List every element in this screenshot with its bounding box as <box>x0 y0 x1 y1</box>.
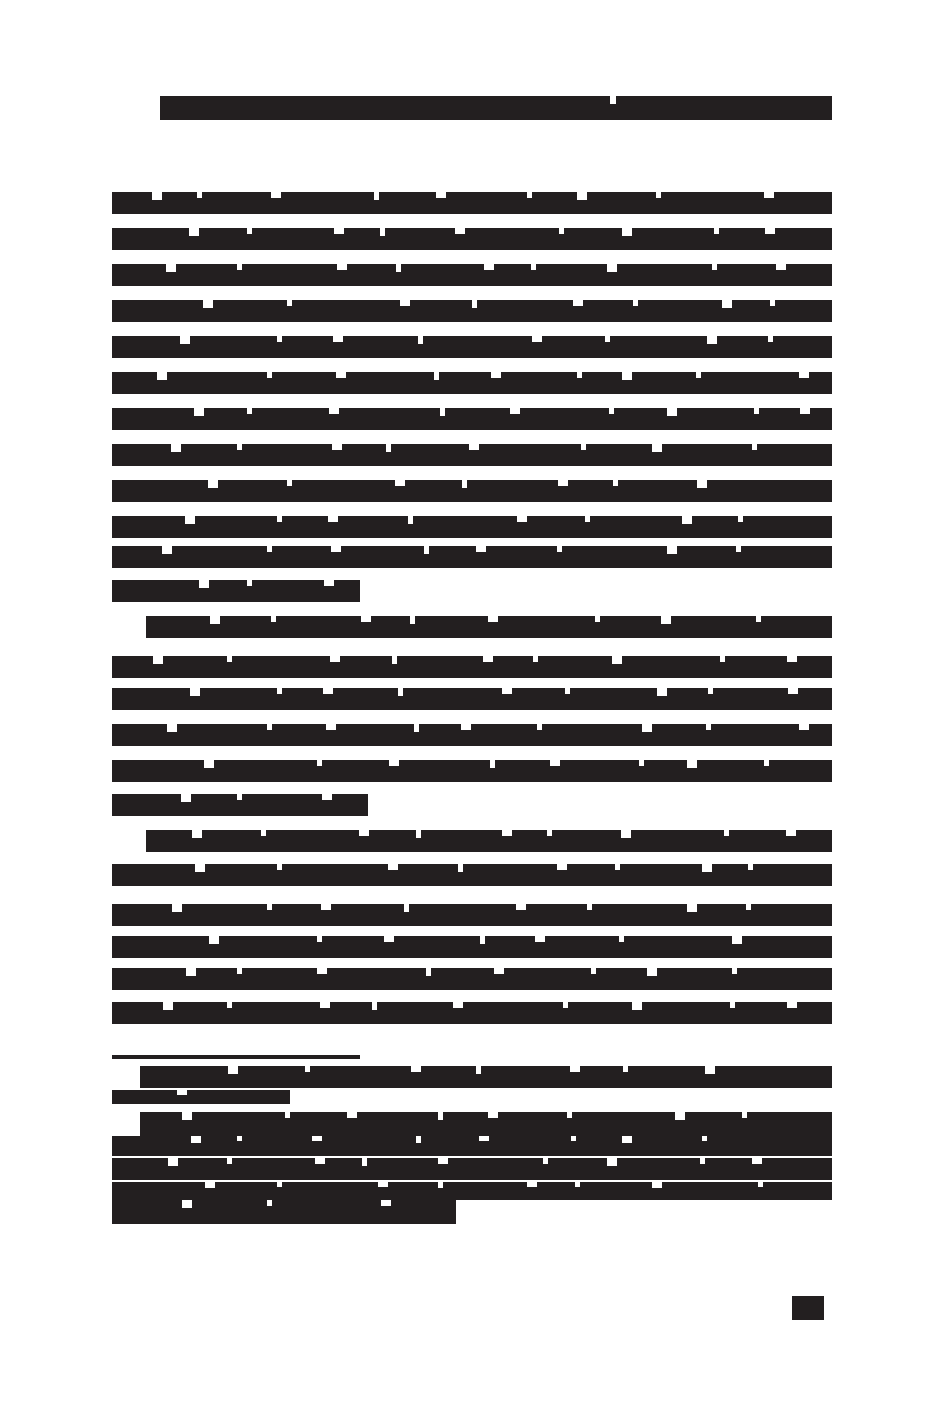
word-gap <box>426 968 431 976</box>
word-gap <box>557 864 567 870</box>
word-gap <box>388 864 398 870</box>
word-gap <box>622 372 632 380</box>
word-gap <box>416 1136 421 1143</box>
word-gap <box>469 444 479 450</box>
word-gap <box>411 1066 421 1072</box>
word-gap <box>647 968 657 976</box>
word-gap <box>271 616 276 622</box>
word-gap <box>237 968 242 974</box>
word-gap <box>571 1136 576 1141</box>
word-gap <box>267 1200 272 1206</box>
word-gap <box>400 300 410 306</box>
word-gap <box>558 480 568 486</box>
word-gap <box>182 1200 192 1208</box>
word-gap <box>754 408 759 414</box>
word-gap <box>361 616 371 622</box>
word-gap <box>532 336 542 342</box>
footnote-line <box>112 1136 832 1156</box>
word-gap <box>434 372 439 380</box>
footnote-line <box>112 1182 832 1200</box>
body-line-last <box>112 794 368 816</box>
word-gap <box>559 228 564 234</box>
word-gap <box>396 264 401 272</box>
word-gap <box>573 300 583 306</box>
word-gap <box>438 1158 448 1164</box>
body-line <box>112 904 832 926</box>
word-gap <box>180 336 190 344</box>
word-gap <box>738 516 743 522</box>
word-gap <box>483 656 493 662</box>
word-gap <box>395 480 405 486</box>
body-line <box>112 480 832 502</box>
word-gap <box>227 656 232 662</box>
word-gap <box>168 1158 178 1166</box>
word-gap <box>479 1136 489 1141</box>
word-gap <box>237 444 242 450</box>
word-gap <box>476 1066 481 1074</box>
word-gap <box>557 546 562 552</box>
word-gap <box>639 760 644 766</box>
word-gap <box>267 546 272 552</box>
word-gap <box>330 656 340 662</box>
word-gap <box>476 546 486 552</box>
word-gap <box>190 688 200 696</box>
body-line <box>112 192 832 214</box>
word-gap <box>748 864 753 870</box>
word-gap <box>537 724 542 730</box>
word-gap <box>788 688 798 694</box>
word-gap <box>675 1112 685 1120</box>
word-gap <box>613 480 618 486</box>
word-gap <box>285 1112 290 1118</box>
word-gap <box>480 936 485 944</box>
word-gap <box>192 830 202 838</box>
word-gap <box>570 1066 580 1072</box>
word-gap <box>287 300 292 306</box>
body-line <box>112 372 832 394</box>
word-gap <box>384 936 394 942</box>
word-gap <box>746 904 751 910</box>
word-gap <box>696 372 701 378</box>
word-gap <box>323 688 333 694</box>
word-gap <box>267 372 272 378</box>
word-gap <box>577 372 582 378</box>
word-gap <box>708 688 713 694</box>
word-gap <box>326 724 336 730</box>
word-gap <box>531 264 536 270</box>
word-gap <box>609 408 614 414</box>
word-gap <box>210 616 220 624</box>
word-gap <box>563 1002 568 1008</box>
word-gap <box>707 336 717 344</box>
word-gap <box>362 1158 367 1166</box>
word-gap <box>287 480 292 486</box>
word-gap <box>416 830 421 838</box>
word-gap <box>408 516 413 524</box>
footnote-line-first <box>140 1112 832 1136</box>
word-gap <box>581 444 586 450</box>
word-gap <box>337 264 347 270</box>
word-gap <box>722 300 732 308</box>
word-gap <box>157 372 167 380</box>
word-gap <box>587 904 592 910</box>
word-gap <box>527 1182 537 1187</box>
word-gap <box>261 830 266 836</box>
word-gap <box>182 1112 192 1120</box>
word-gap <box>682 516 692 524</box>
word-gap <box>331 546 341 552</box>
word-gap <box>765 228 775 234</box>
word-gap <box>378 1182 388 1187</box>
word-gap <box>374 192 379 200</box>
word-gap <box>736 546 741 552</box>
body-line <box>112 864 832 886</box>
word-gap <box>380 228 385 236</box>
word-gap <box>667 408 677 416</box>
word-gap <box>516 904 526 910</box>
word-gap <box>228 1066 238 1074</box>
word-gap <box>502 830 512 836</box>
word-gap <box>197 192 202 198</box>
word-gap <box>317 936 322 942</box>
running-head <box>160 96 832 120</box>
word-gap <box>605 336 610 342</box>
word-gap <box>633 300 638 306</box>
word-gap <box>764 760 769 766</box>
word-gap <box>661 616 671 624</box>
running-head-notch <box>610 96 616 104</box>
word-gap <box>359 830 369 836</box>
word-gap <box>404 904 409 912</box>
word-gap <box>702 864 712 872</box>
word-gap <box>575 1182 580 1187</box>
word-gap <box>271 192 281 198</box>
word-gap <box>381 1200 391 1206</box>
word-gap <box>543 1158 548 1164</box>
word-gap <box>329 408 339 414</box>
footnote-separator <box>112 1055 360 1059</box>
word-gap <box>458 864 463 872</box>
word-gap <box>438 1182 443 1188</box>
word-gap <box>619 936 624 942</box>
word-gap <box>622 228 632 236</box>
word-gap <box>591 968 596 974</box>
body-line-first-indented <box>146 616 832 638</box>
word-gap <box>720 656 725 662</box>
word-gap <box>705 1066 715 1074</box>
word-gap <box>595 616 600 622</box>
word-gap <box>657 688 667 696</box>
word-gap <box>386 444 391 452</box>
word-gap <box>577 192 587 200</box>
word-gap <box>756 616 761 622</box>
word-gap <box>461 724 471 730</box>
word-gap <box>702 1136 707 1141</box>
word-gap <box>247 408 252 414</box>
word-gap <box>186 968 196 976</box>
word-gap <box>752 444 757 450</box>
word-gap <box>227 1002 232 1008</box>
word-gap <box>334 228 344 234</box>
word-gap <box>799 724 809 730</box>
word-gap <box>787 1002 797 1008</box>
body-line <box>112 1002 832 1024</box>
word-gap <box>317 968 327 974</box>
word-gap <box>204 760 214 768</box>
word-gap <box>607 264 617 272</box>
word-gap <box>277 688 282 694</box>
body-line-last <box>112 580 360 602</box>
word-gap <box>714 228 719 234</box>
word-gap <box>277 336 282 342</box>
body-line <box>112 688 832 710</box>
word-gap <box>328 516 338 522</box>
word-gap <box>440 408 445 416</box>
word-gap <box>172 904 182 912</box>
word-gap <box>398 688 403 696</box>
word-gap <box>181 794 191 802</box>
word-gap <box>410 616 415 624</box>
word-gap <box>267 904 272 910</box>
word-gap <box>712 264 717 270</box>
word-gap <box>800 408 810 414</box>
word-gap <box>162 546 172 554</box>
word-gap <box>163 1002 173 1010</box>
word-gap <box>208 480 218 488</box>
word-gap <box>550 760 560 766</box>
word-gap <box>730 1002 735 1008</box>
body-line <box>112 724 832 746</box>
word-gap <box>585 516 590 522</box>
body-line <box>112 408 832 430</box>
word-gap <box>758 1182 763 1187</box>
word-gap <box>347 1112 357 1118</box>
word-gap <box>656 192 661 198</box>
word-gap <box>209 936 219 944</box>
word-gap <box>424 546 429 554</box>
body-line <box>112 968 832 990</box>
word-gap <box>199 580 209 588</box>
word-gap <box>667 546 677 554</box>
body-line <box>112 336 832 358</box>
word-gap <box>494 968 504 974</box>
footnote-line-last <box>112 1200 456 1224</box>
word-gap <box>455 228 465 234</box>
word-gap <box>321 904 331 910</box>
word-gap <box>372 1002 377 1010</box>
word-gap <box>621 830 631 838</box>
word-gap <box>488 616 498 622</box>
word-gap <box>333 336 343 342</box>
word-gap <box>336 372 346 378</box>
word-gap <box>438 1112 443 1120</box>
word-gap <box>517 516 527 522</box>
word-gap <box>247 580 252 586</box>
word-gap <box>490 760 495 768</box>
word-gap <box>237 794 242 800</box>
word-gap <box>706 724 711 730</box>
word-gap <box>247 228 252 234</box>
word-gap <box>752 1158 762 1164</box>
word-gap <box>203 300 213 308</box>
word-gap <box>612 656 622 664</box>
word-gap <box>237 264 242 270</box>
word-gap <box>567 1112 572 1118</box>
word-gap <box>742 1112 747 1118</box>
footnote-line <box>112 1158 832 1180</box>
word-gap <box>392 656 397 664</box>
word-gap <box>194 408 204 416</box>
footnote-line-first <box>140 1066 832 1088</box>
word-gap <box>632 1002 642 1010</box>
word-gap <box>277 864 282 870</box>
word-gap <box>510 408 520 414</box>
word-gap <box>462 480 467 488</box>
word-gap <box>237 1136 242 1141</box>
body-line <box>112 760 832 782</box>
word-gap <box>697 480 707 488</box>
body-line <box>112 300 832 322</box>
word-gap <box>535 936 545 942</box>
word-gap <box>472 300 477 308</box>
word-gap <box>533 656 538 662</box>
word-gap <box>315 1158 325 1164</box>
word-gap <box>502 688 512 694</box>
word-gap <box>277 1182 282 1187</box>
body-line <box>112 936 832 958</box>
word-gap <box>786 830 796 836</box>
word-gap <box>191 1136 201 1143</box>
word-gap <box>768 336 773 342</box>
word-gap <box>418 336 423 344</box>
word-gap <box>776 264 786 270</box>
word-gap <box>177 1090 187 1095</box>
word-gap <box>414 724 419 732</box>
word-gap <box>770 300 775 306</box>
word-gap <box>565 688 570 694</box>
body-line <box>112 228 832 250</box>
body-line-first-indented <box>146 830 832 852</box>
body-line <box>112 656 832 678</box>
word-gap <box>615 864 620 870</box>
word-gap <box>732 936 742 944</box>
page-number <box>792 1296 824 1320</box>
footnote-line-last <box>112 1090 290 1104</box>
word-gap <box>152 192 162 200</box>
word-gap <box>324 580 334 586</box>
word-gap <box>153 656 163 664</box>
word-gap <box>305 1066 310 1072</box>
word-gap <box>622 1136 632 1143</box>
word-gap <box>195 864 205 872</box>
word-gap <box>312 1136 322 1141</box>
word-gap <box>227 1158 232 1164</box>
word-gap <box>799 372 809 378</box>
word-gap <box>547 830 552 836</box>
word-gap <box>687 904 697 912</box>
word-gap <box>436 192 446 198</box>
word-gap <box>484 264 494 270</box>
word-gap <box>167 724 177 732</box>
word-gap <box>642 724 652 732</box>
body-line <box>112 444 832 466</box>
body-line <box>112 546 832 568</box>
word-gap <box>687 760 697 768</box>
word-gap <box>166 264 176 272</box>
word-gap <box>652 1182 662 1188</box>
body-line <box>112 264 832 286</box>
word-gap <box>322 794 332 800</box>
body-line <box>112 516 832 538</box>
word-gap <box>732 968 737 974</box>
word-gap <box>527 192 532 198</box>
word-gap <box>189 228 199 236</box>
word-gap <box>724 830 729 836</box>
word-gap <box>332 444 342 450</box>
word-gap <box>764 192 774 198</box>
word-gap <box>205 1182 215 1188</box>
word-gap <box>185 516 195 524</box>
word-gap <box>488 1112 498 1118</box>
word-gap <box>491 372 501 378</box>
word-gap <box>652 444 662 452</box>
word-gap <box>389 760 399 766</box>
word-gap <box>267 724 272 730</box>
word-gap <box>317 760 322 766</box>
word-gap <box>623 1066 628 1072</box>
word-gap <box>700 1158 705 1164</box>
word-gap <box>607 1158 617 1166</box>
word-gap <box>320 1002 330 1008</box>
word-gap <box>171 444 181 452</box>
word-gap <box>453 1002 463 1008</box>
word-gap <box>277 516 282 522</box>
word-gap <box>787 656 797 662</box>
